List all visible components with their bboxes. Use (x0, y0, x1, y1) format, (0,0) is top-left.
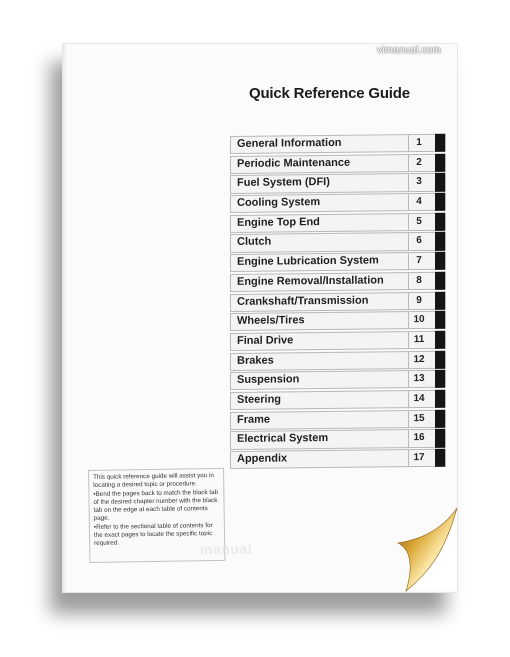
toc-row-number: 7 (408, 253, 429, 269)
toc-row-brakes[interactable] (230, 350, 446, 370)
toc-row-label: Cooling System (237, 196, 321, 209)
chapter-tab (435, 331, 445, 349)
chapter-tab (435, 232, 445, 250)
toc-row-cooling-system[interactable] (230, 193, 446, 213)
toc-row-frame[interactable] (230, 409, 446, 429)
toc-row-fuel-system[interactable] (230, 173, 446, 193)
toc-row-number: 8 (408, 273, 429, 289)
chapter-tab (435, 153, 445, 171)
note-intro: This quick reference guide will assist you in locating a desired topic or procedure. (93, 472, 214, 490)
site-watermark: vimanual.com (377, 45, 442, 56)
toc-row-label: Wheels/Tires (237, 314, 305, 328)
toc-row-label: Periodic Maintenance (237, 156, 351, 170)
toc-row-periodic-maintenance[interactable] (230, 153, 446, 173)
toc-row-number: 11 (408, 332, 429, 348)
chapter-tab (435, 390, 445, 408)
center-watermark: manual (200, 541, 253, 557)
toc-row-number: 17 (408, 450, 429, 466)
page-curl-icon (384, 505, 460, 597)
chapter-tab (435, 449, 445, 467)
toc-row-number: 3 (408, 174, 429, 190)
toc-row-number: 2 (408, 155, 429, 171)
toc-row-number: 12 (408, 351, 429, 367)
toc-row-number: 5 (408, 214, 429, 230)
toc-row-crankshaft-transmission[interactable] (230, 291, 446, 311)
toc-row-engine-removal-installation[interactable] (230, 272, 446, 292)
toc-row-label: Steering (237, 393, 282, 406)
toc-row-suspension[interactable] (230, 370, 446, 390)
toc-row-electrical-system[interactable] (230, 429, 446, 449)
note-bullet-bend-pages: •Bend the pages back to match the black tab of the desired chapter number with the black tab on the edge at each table of contents page. (93, 488, 219, 523)
toc-row-number: 14 (408, 391, 429, 407)
toc-row-appendix[interactable] (230, 449, 446, 469)
toc-row-number: 4 (408, 194, 429, 210)
chapter-tab (435, 173, 445, 191)
toc-row-general-information[interactable] (230, 134, 446, 154)
toc-row-wheels-tires[interactable] (230, 311, 446, 331)
toc-row-label: General Information (237, 136, 342, 150)
chapter-tab (435, 134, 445, 152)
toc-row-label: Frame (237, 413, 271, 426)
toc-row-number: 6 (408, 233, 429, 249)
toc-row-label: Electrical System (237, 432, 329, 446)
toc-row-label: Final Drive (237, 334, 294, 347)
chapter-tab (435, 291, 445, 309)
toc-row-label: Engine Removal/Installation (237, 274, 384, 288)
toc-row-label: Crankshaft/Transmission (237, 294, 369, 308)
chapter-tab (435, 429, 445, 447)
chapter-tab (435, 212, 445, 230)
toc-row-number: 1 (408, 135, 429, 151)
toc-row-number: 15 (408, 411, 429, 427)
toc-row-label: Fuel System (DFI) (237, 176, 330, 190)
toc-row-label: Engine Top End (237, 215, 320, 229)
toc-row-clutch[interactable] (230, 232, 446, 252)
page-edge (63, 44, 67, 592)
toc-row-engine-lubrication-system[interactable] (230, 252, 446, 272)
note-bullet-refer-sectional: •Refer to the sectional table of contents for the exact pages to locate the specific topic required. (93, 521, 213, 548)
chapter-tab (435, 311, 445, 329)
toc-row-number: 13 (408, 371, 429, 387)
chapter-tab (435, 252, 445, 270)
toc-row-label: Appendix (237, 452, 288, 465)
toc-row-label: Brakes (237, 354, 274, 367)
toc-row-label: Engine Lubrication System (237, 254, 379, 269)
toc-row-engine-top-end[interactable] (230, 212, 446, 232)
chapter-tab (435, 370, 445, 388)
toc-row-number: 9 (408, 292, 429, 308)
toc-row-number: 16 (408, 430, 429, 446)
toc-row-label: Clutch (237, 236, 272, 249)
toc-row-steering[interactable] (230, 390, 446, 410)
chapter-tab (435, 272, 445, 290)
page-title: Quick Reference Guide (249, 85, 410, 102)
toc-row-number: 10 (408, 312, 429, 328)
chapter-tab (435, 409, 445, 427)
toc-row-label: Suspension (237, 373, 300, 387)
chapter-tab (435, 350, 445, 368)
chapter-tab (435, 193, 445, 211)
quick-reference-table (230, 134, 446, 471)
toc-row-final-drive[interactable] (230, 331, 446, 351)
